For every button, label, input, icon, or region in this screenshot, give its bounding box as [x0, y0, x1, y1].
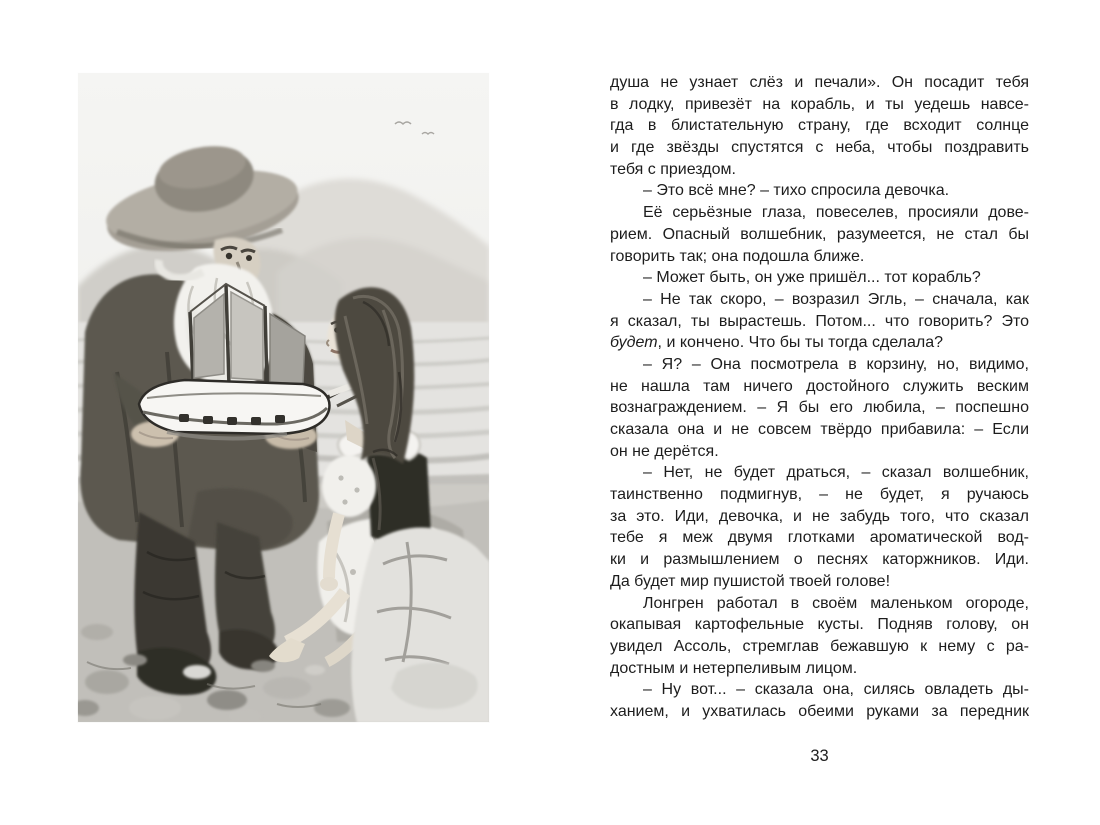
text-line: ки и размышлением о песнях каторжников. Иди.	[610, 551, 1029, 569]
text-line: увидел Ассоль, стремглав бежавшую к нему с ра-	[610, 637, 1029, 655]
text-line: Лонгрен работал в своём маленьком огороде,	[643, 594, 1029, 612]
text-line: ханием, и ухватилась обеими руками за передник	[610, 702, 1029, 720]
text-line: тебе я меж двумя глотками ароматической вод-	[610, 529, 1029, 547]
illustration-canvas	[77, 72, 490, 723]
text-line: – Ну вот... – сказала она, силясь овладеть ды-	[643, 681, 1029, 699]
text-line: гда в блистательную страну, где всходит солнце	[610, 117, 1029, 135]
text-line: Её серьёзные глаза, повеселев, просияли дове-	[643, 204, 1029, 222]
text-line: – Нет, не будет драться, – сказал волшебник,	[643, 464, 1029, 482]
book-illustration	[77, 72, 490, 723]
text-line: и где звёзды спустятся с неба, чтобы поздравить	[610, 139, 1029, 157]
text-line: сказала она и не совсем твёрдо прибавила: – Если	[610, 421, 1029, 438]
text-line: окапывая картофельные кусты. Подняв голову, он	[610, 616, 1029, 634]
page-number: 33	[810, 747, 829, 765]
text-line: за это. Иди, девочка, и не забудь того, что сказал	[610, 507, 1029, 525]
text-line: таинственно подмигнув, – не будет, я ручаюсь	[610, 486, 1029, 504]
text-line: – Не так скоро, – возразил Эгль, – сначала, как	[643, 290, 1029, 308]
text-line: – Может быть, он уже пришёл... тот корабль?	[643, 269, 981, 287]
text-line: рием. Опасный волшебник, разумеется, не стал бы	[610, 225, 1029, 243]
text-line: – Это всё мне? – тихо спросила девочка.	[643, 182, 950, 200]
text-line: он не дерётся.	[610, 442, 719, 460]
text-line: я сказал, ты вырастешь. Потом... что говорить? Это	[610, 312, 1029, 330]
text-line: тебя с приездом.	[610, 160, 736, 178]
text-line: душа не узнает слёз и печали». Он посадит тебя	[610, 74, 1029, 91]
text-line: не нашла там ничего достойного служить веским	[610, 377, 1029, 395]
text-line: в лодку, привезёт на корабль, и ты уедешь навсе-	[610, 95, 1029, 113]
text-line: будет, и кончено. Что бы ты тогда сделала?	[610, 334, 944, 352]
text-column	[610, 72, 1029, 723]
text-line: достным и нетерпеливым лицом.	[610, 659, 858, 677]
text-line: вознаграждением. – Я бы его любила, – поспешно	[610, 399, 1029, 417]
text-line: – Я? – Она посмотрела в корзину, но, видимо,	[643, 355, 1029, 373]
text-line: говорить так; она подошла ближе.	[610, 247, 865, 265]
text-line: Да будет мир пушистой твоей голове!	[610, 572, 891, 590]
